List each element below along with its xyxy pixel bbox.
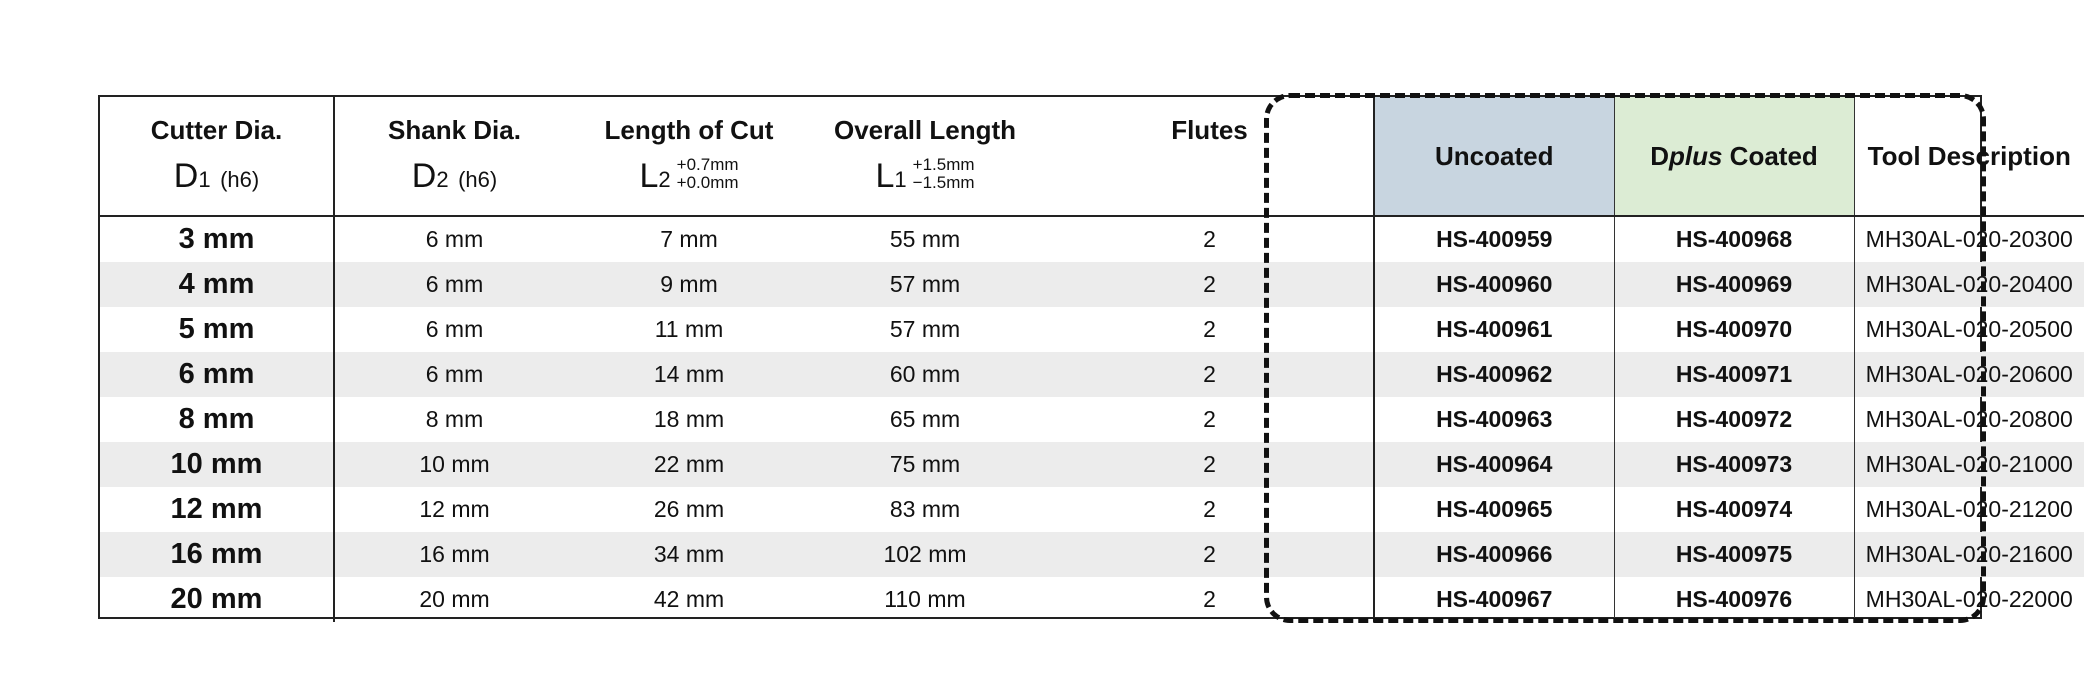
tolerance-plus: +1.5mm xyxy=(912,155,975,175)
symbol-l: L xyxy=(875,157,895,195)
cell-shank-dia: 16 mm xyxy=(334,532,574,577)
header-overall-length xyxy=(804,97,1046,216)
cell-shank-dia: 6 mm xyxy=(425,316,484,342)
cell-flutes: 2 xyxy=(1046,487,1374,532)
symbol-note: (h6) xyxy=(220,167,260,192)
cell-overall-length: 55 mm xyxy=(889,226,961,252)
cell-length-of-cut: 34 mm xyxy=(574,532,804,577)
symbol-sub: 1 xyxy=(198,167,211,192)
cell-flutes: 2 xyxy=(1046,216,1374,262)
table-row xyxy=(100,216,2084,262)
cell-cutter-dia: 20 mm xyxy=(100,577,334,622)
cell-cutter-dia: 4 mm xyxy=(100,262,334,307)
cell-flutes: 2 xyxy=(1046,352,1374,397)
cell-length-of-cut: 14 mm xyxy=(574,352,804,397)
cell-shank-dia: 6 mm xyxy=(425,226,484,252)
cell-uncoated-part: HS-400965 xyxy=(1374,487,1614,532)
cell-shank-dia: 12 mm xyxy=(419,496,490,522)
cell-dplus-part: HS-400973 xyxy=(1614,442,1854,487)
cell-shank-dia: 8 mm xyxy=(425,406,484,432)
symbol-d: D xyxy=(173,157,199,195)
cell-tool-description: MH30AL-020-20800 xyxy=(1865,406,2073,432)
header-overall-length-symbol xyxy=(804,155,1046,197)
cell-shank-dia: 6 mm xyxy=(334,262,574,307)
cell-length-of-cut: 22 mm xyxy=(574,442,804,487)
table-row xyxy=(100,352,2084,397)
cell-overall-length: 83 mm xyxy=(889,496,961,522)
header-dplus-coated xyxy=(1614,97,1854,216)
cell-uncoated-part: HS-400959 xyxy=(1374,216,1614,262)
header-uncoated-title: Uncoated xyxy=(1435,140,1554,171)
cell-cutter-dia: 3 mm xyxy=(100,216,334,262)
cell-tool-description: MH30AL-020-21000 xyxy=(1854,442,2084,487)
table-row xyxy=(100,262,2084,307)
header-dplus-italic: plus xyxy=(1668,140,1723,171)
cell-tool-description: MH30AL-020-20500 xyxy=(1865,316,2073,342)
cell-flutes: 2 xyxy=(1046,262,1374,307)
header-flutes-title: Flutes xyxy=(1171,115,1248,145)
cell-overall-length: 75 mm xyxy=(804,442,1046,487)
cell-tool-description: MH30AL-020-20600 xyxy=(1854,352,2084,397)
header-flutes xyxy=(1046,97,1374,216)
header-overall-length-title: Overall Length xyxy=(833,115,1017,145)
cell-uncoated-part: HS-400967 xyxy=(1374,577,1614,622)
cell-length-of-cut: 42 mm xyxy=(653,586,725,612)
symbol-d: D xyxy=(411,157,437,195)
cell-length-of-cut: 7 mm xyxy=(660,226,718,252)
cell-cutter-dia: 8 mm xyxy=(100,397,334,442)
symbol-note: (h6) xyxy=(458,167,498,192)
cell-tool-description: MH30AL-020-20300 xyxy=(1865,226,2073,252)
header-cutter-dia-title: Cutter Dia. xyxy=(150,115,283,145)
cell-overall-length: 65 mm xyxy=(889,406,961,432)
table-row xyxy=(100,442,2084,487)
header-length-of-cut-title: Length of Cut xyxy=(604,115,774,145)
header-cutter-dia-symbol xyxy=(100,159,333,197)
header-tool-description xyxy=(1854,97,2084,216)
cell-cutter-dia: 16 mm xyxy=(100,532,334,577)
product-table xyxy=(98,95,2073,619)
symbol-sub: 2 xyxy=(658,167,671,192)
cell-tool-description: MH30AL-020-20400 xyxy=(1854,262,2084,307)
header-dplus-prefix: D xyxy=(1650,140,1669,171)
cell-cutter-dia: 6 mm xyxy=(100,352,334,397)
header-length-of-cut-symbol xyxy=(574,155,804,197)
cell-length-of-cut: 26 mm xyxy=(653,496,725,522)
cell-shank-dia: 20 mm xyxy=(419,586,490,612)
cell-length-of-cut: 9 mm xyxy=(574,262,804,307)
header-shank-dia xyxy=(334,97,574,216)
cell-uncoated-part: HS-400962 xyxy=(1374,352,1614,397)
header-uncoated xyxy=(1374,97,1614,216)
tolerance-minus: −1.5mm xyxy=(912,173,975,193)
cell-shank-dia: 6 mm xyxy=(334,352,574,397)
cell-overall-length: 60 mm xyxy=(804,352,1046,397)
header-row xyxy=(100,97,2084,216)
cell-dplus-part: HS-400972 xyxy=(1614,397,1854,442)
header-shank-dia-symbol xyxy=(335,159,574,197)
cell-length-of-cut: 11 mm xyxy=(654,316,724,342)
header-tool-description-title: Tool Description xyxy=(1867,140,2071,171)
cell-dplus-part: HS-400976 xyxy=(1614,577,1854,622)
cell-uncoated-part: HS-400963 xyxy=(1374,397,1614,442)
tolerance xyxy=(913,156,975,192)
cell-flutes: 2 xyxy=(1046,532,1374,577)
symbol-l: L xyxy=(639,157,659,195)
cell-shank-dia: 10 mm xyxy=(334,442,574,487)
header-dplus-suffix: Coated xyxy=(1722,140,1818,171)
spec-table xyxy=(100,97,2084,622)
cell-tool-description: MH30AL-020-21200 xyxy=(1865,496,2073,522)
cell-uncoated-part: HS-400964 xyxy=(1374,442,1614,487)
cell-flutes: 2 xyxy=(1046,442,1374,487)
cell-dplus-part: HS-400971 xyxy=(1614,352,1854,397)
cell-tool-description: MH30AL-020-21600 xyxy=(1854,532,2084,577)
header-length-of-cut xyxy=(574,97,804,216)
cell-length-of-cut: 18 mm xyxy=(653,406,725,432)
cell-flutes: 2 xyxy=(1046,397,1374,442)
header-shank-dia-title: Shank Dia. xyxy=(388,115,521,145)
cell-overall-length: 57 mm xyxy=(889,316,961,342)
tolerance-plus: +0.7mm xyxy=(676,155,739,175)
tolerance-minus: +0.0mm xyxy=(676,173,739,193)
tolerance xyxy=(677,156,739,192)
cell-overall-length: 57 mm xyxy=(804,262,1046,307)
cell-flutes: 2 xyxy=(1046,307,1374,352)
cell-overall-length: 110 mm xyxy=(884,586,966,612)
table-row xyxy=(100,577,2084,622)
cell-cutter-dia: 12 mm xyxy=(100,487,334,532)
table-row xyxy=(100,532,2084,577)
table-body xyxy=(100,216,2084,622)
cell-dplus-part: HS-400970 xyxy=(1614,307,1854,352)
cell-dplus-part: HS-400968 xyxy=(1614,216,1854,262)
cell-cutter-dia: 5 mm xyxy=(100,307,334,352)
cell-dplus-part: HS-400969 xyxy=(1614,262,1854,307)
cell-dplus-part: HS-400975 xyxy=(1614,532,1854,577)
cell-uncoated-part: HS-400961 xyxy=(1374,307,1614,352)
symbol-sub: 2 xyxy=(436,167,449,192)
cell-overall-length: 102 mm xyxy=(804,532,1046,577)
header-cutter-dia xyxy=(100,97,334,216)
table-row xyxy=(100,307,2084,352)
cell-dplus-part: HS-400974 xyxy=(1614,487,1854,532)
cell-tool-description: MH30AL-020-22000 xyxy=(1865,586,2073,612)
cell-flutes: 2 xyxy=(1046,577,1374,622)
cell-cutter-dia: 10 mm xyxy=(100,442,334,487)
cell-uncoated-part: HS-400966 xyxy=(1374,532,1614,577)
symbol-sub: 1 xyxy=(894,167,907,192)
table-row xyxy=(100,487,2084,532)
cell-uncoated-part: HS-400960 xyxy=(1374,262,1614,307)
table-row xyxy=(100,397,2084,442)
